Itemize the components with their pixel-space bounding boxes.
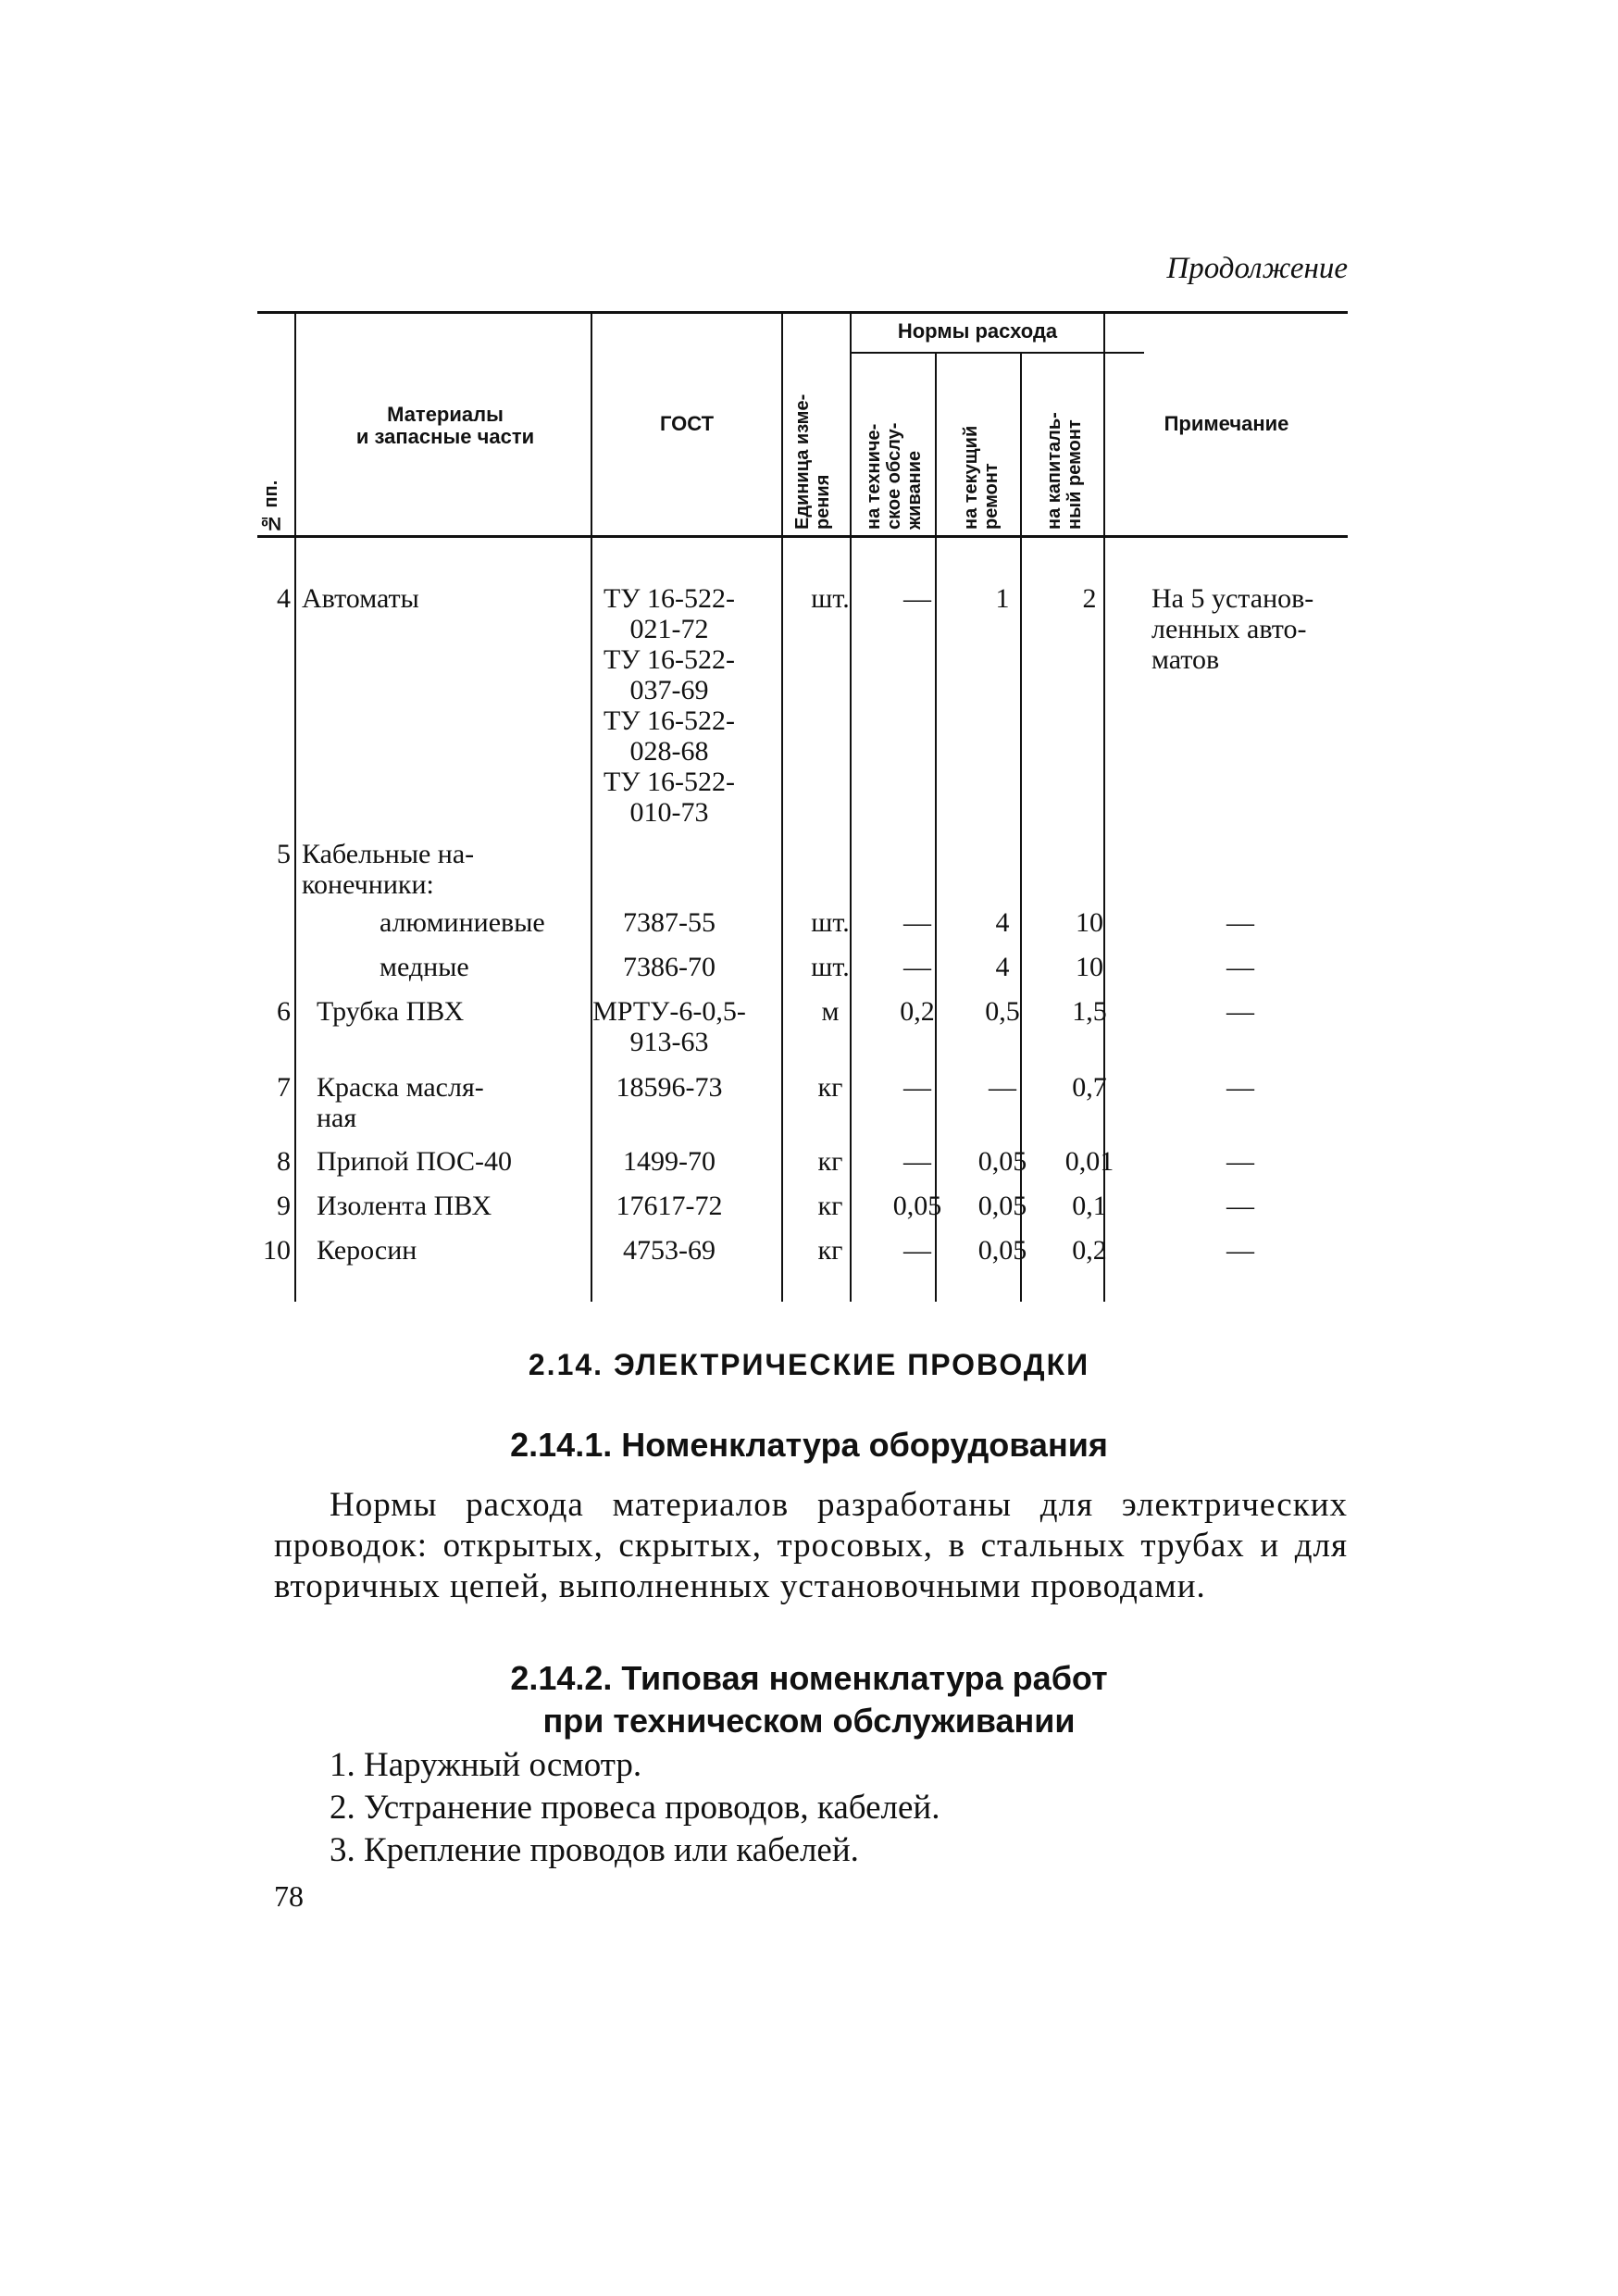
row-gost: 7387-55 — [623, 907, 716, 938]
page-number: 78 — [274, 1879, 304, 1913]
row-kr: 0,1 — [1072, 1191, 1107, 1221]
row-material: Кабельные на- конечники: — [302, 839, 475, 900]
row-gost: 17617-72 — [616, 1191, 723, 1221]
col-divider — [294, 311, 296, 1302]
norms-group-rule — [850, 352, 1144, 354]
row-material: Автоматы — [302, 583, 419, 614]
row-tr: 0,5 — [985, 996, 1020, 1027]
row-to: — — [903, 1072, 931, 1103]
table-header-rule — [257, 535, 1348, 538]
row-to: — — [903, 907, 931, 938]
row-num: 10 — [263, 1235, 291, 1266]
row-unit: м — [821, 996, 840, 1027]
row-kr: 0,01 — [1064, 1146, 1114, 1177]
row-gost: 7386-70 — [623, 952, 716, 982]
row-gost: МРТУ-6-0,5- 913-63 — [592, 996, 746, 1057]
row-to: 0,2 — [900, 996, 935, 1027]
header-note: Примечание — [1164, 412, 1289, 435]
row-num: 8 — [277, 1146, 291, 1177]
list-item: 2. Устранение провеса проводов, кабелей. — [330, 1789, 940, 1827]
row-material: Припой ПОС-40 — [317, 1146, 513, 1177]
row-tr: 0,05 — [977, 1191, 1027, 1221]
row-note: — — [1226, 1191, 1254, 1221]
row-gost: ТУ 16-522- 021-72 ТУ 16-522- 037-69 ТУ 16-522- 028-68 ТУ 16-522- 010-73 — [603, 583, 736, 828]
table-top-rule — [257, 311, 1348, 314]
row-material: Изолента ПВХ — [317, 1191, 492, 1221]
materials-table — [257, 311, 1348, 1311]
row-unit: шт. — [811, 583, 850, 614]
row-kr: 10 — [1076, 907, 1103, 938]
row-material: Краска масля- ная — [317, 1072, 484, 1133]
row-tr: 0,05 — [977, 1146, 1027, 1177]
row-num: 9 — [277, 1191, 291, 1221]
row-num: 4 — [277, 583, 291, 614]
row-tr: 0,05 — [977, 1235, 1027, 1266]
work-list — [330, 1744, 1348, 1872]
row-material: Трубка ПВХ — [317, 996, 465, 1027]
header-materials: Материалы и запасные части — [355, 403, 535, 448]
col-divider — [781, 311, 783, 1302]
row-kr: 0,2 — [1072, 1235, 1107, 1266]
row-note: — — [1226, 996, 1254, 1027]
row-num: 5 — [277, 839, 291, 869]
row-note: — — [1226, 1146, 1254, 1177]
header-to: на техниче- ское обслу- живание — [864, 422, 925, 530]
row-kr: 10 — [1076, 952, 1103, 982]
header-num: № пп. — [261, 480, 281, 533]
row-kr: 2 — [1082, 583, 1097, 614]
list-item: 3. Крепление проводов или кабелей. — [330, 1831, 859, 1869]
continued-label: Продолжение — [1166, 252, 1348, 285]
row-note: На 5 установ- ленных авто- матов — [1151, 583, 1314, 675]
row-unit: кг — [817, 1072, 843, 1103]
row-kr: 1,5 — [1072, 996, 1107, 1027]
row-gost: 18596-73 — [616, 1072, 723, 1103]
row-note: — — [1226, 907, 1254, 938]
row-tr: 4 — [995, 952, 1010, 982]
row-to: — — [903, 952, 931, 982]
row-tr: 1 — [995, 583, 1010, 614]
row-to: — — [903, 1235, 931, 1266]
row-to: 0,05 — [892, 1191, 942, 1221]
row-material: Керосин — [317, 1235, 417, 1266]
row-gost: 4753-69 — [623, 1235, 716, 1266]
row-note: — — [1226, 952, 1254, 982]
paragraph: Нормы расхода материалов разработаны для электрических проводок: открытых, скрытых, тросовых, в стальных трубах и для вторичных цепей, выполненных установочными проводами. — [274, 1486, 1348, 1605]
row-unit: кг — [817, 1235, 843, 1266]
row-note: — — [1226, 1072, 1254, 1103]
row-material: медные — [380, 952, 469, 982]
subsection-title-1: 2.14.1. Номенклатура оборудования — [510, 1426, 1108, 1464]
row-tr: 4 — [995, 907, 1010, 938]
row-tr: — — [989, 1072, 1016, 1103]
row-unit: кг — [817, 1146, 843, 1177]
row-to: — — [903, 583, 931, 614]
row-gost: 1499-70 — [623, 1146, 716, 1177]
section-title: 2.14. ЭЛЕКТРИЧЕСКИЕ ПРОВОДКИ — [528, 1348, 1090, 1381]
header-tr: на текущий ремонт — [961, 425, 1002, 530]
row-num: 6 — [277, 996, 291, 1027]
header-kr: на капиталь- ный ремонт — [1044, 412, 1085, 530]
header-gost: ГОСТ — [659, 412, 715, 435]
row-kr: 0,7 — [1072, 1072, 1107, 1103]
row-num: 7 — [277, 1072, 291, 1103]
header-norms-group: Нормы расхода — [897, 319, 1058, 343]
subsection-title-2: 2.14.2. Типовая номенклатура работ при техническом обслуживании — [510, 1659, 1108, 1740]
header-unit: Единица изме- рения — [792, 393, 833, 530]
list-item: 1. Наружный осмотр. — [330, 1746, 642, 1784]
row-material: алюминиевые — [380, 907, 545, 938]
row-note: — — [1226, 1235, 1254, 1266]
row-unit: шт. — [811, 952, 850, 982]
row-unit: шт. — [811, 907, 850, 938]
row-unit: кг — [817, 1191, 843, 1221]
row-to: — — [903, 1146, 931, 1177]
